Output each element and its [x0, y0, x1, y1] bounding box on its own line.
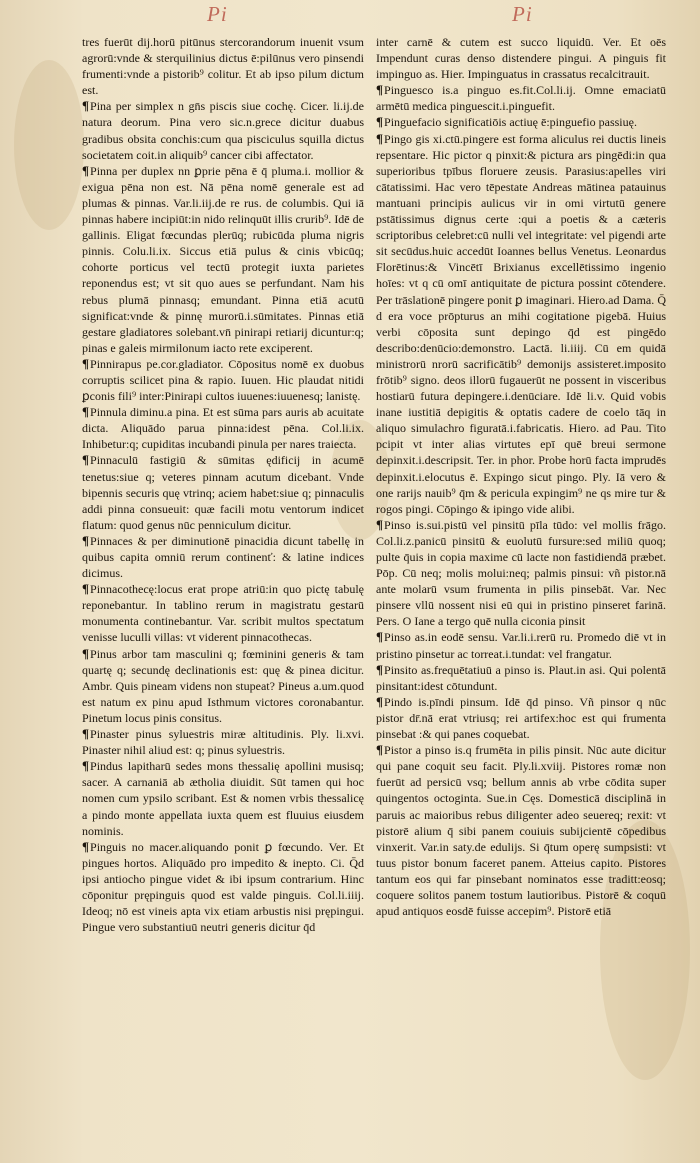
pilcrow-mark: ¶	[82, 355, 90, 371]
entry-paragraph: tres fuerūt dij.horū pitūnus stercorandorum inuenit vsum agrorū:vnde & sterquilinius dictus ē:pilūnus vero pinsendi frumenti:vnde a pistorib⁹ colitur. Et ab ipso pilum dictum est.	[82, 35, 364, 98]
pilcrow-mark: ¶	[376, 130, 384, 146]
entry-paragraph: ¶Pindus lapitharū sedes mons thessalię apollini musisq; sacer. A carnaniā ab ætholia diuidit. Sūt tamen qui hoc nomen cum ypsilo scribant. Est & nomen vrbis thessalicę a pindo monte appellata iuxta quem est fluuius eiusdem nominis.	[82, 758, 364, 838]
entry-paragraph: ¶Pinguefacio significatiōis actiuę ē:pinguefio passiuę.	[376, 114, 637, 130]
pilcrow-mark: ¶	[82, 581, 90, 597]
pilcrow-mark: ¶	[376, 516, 384, 532]
entry-paragraph: ¶Pingo gis xi.ctū.pingere est forma aliculus rei ductis lineis repsentare. Hic pictor q pinxit:& pictura ars pingēdi:in qua superioribus tpībus floruere zeusis. Parasius:apelles viri cātatissimi. Hac vero tēpestate Andreas mātinea patauinus mantuani principis aulicus vir in omi virtutū genere pstātissimus dignus certe :qui a poetis & a cæteris scriptoribus celebret:cū nulli vel integritate: vel pigendi arte sit secūdus.huic accedūt Ioannes bellus Venetus. Leonardus Florētinus:& Vincētī Brixianus excellētissimo ingenio hoīes: vt q cū omī antiquitate de pictura possint cōtendere. Per trāslationē pingere ponit ꝑ imaginari. Hiero.ad Dama. Q̄ d era voce prōpturus an mihi cogitatione pigebā. Huius verbi cōposita sunt depingo q̄d est pingēdo describo:denūcio:demonstro. Lactā. li.iiij. Cū em quidā ministrorū nrorū sacrificātib⁹ demonijs assisteret.imposito frōtib⁹ signo. deos illorū fugauerūt ne possent in visceribus hostiarū futura depingere.i.denūciare. Idē li.v. Quid vobis inane iustitiā depigitis & optatis cadere de coelo tāq in aliquo simulachro figuratā.i.fabricatis. Hiero. ad Pau. Tito pcipit vt inter alias virtutes epī quē breui sermone depinxit.i.descripsit. Ter. in phor. Probe horū facta imprudēs depinxit.i.elocutus ē. Expingo sicut pingo. Ply. Iā vero & one rarijs nauib⁹ q̄m & pericula expingim⁹ ne qs mire tur & rogos pingi. Cōpingo & ipingo vide alibi.	[376, 130, 666, 516]
left-header-mark: Pi	[207, 2, 228, 26]
entry-paragraph: ¶Pinus arbor tam masculini q; fœminini generis & tam quartę q; secundę declinationis est: quę & pinea dicitur. Ambr. Quis pineam videns non stupeat? Pineus a.um.quod est natum ex pinu apud Isthmum victores coronabantur. Pinetum locus pinis consitus.	[82, 645, 364, 725]
left-column	[82, 34, 364, 1114]
pilcrow-mark: ¶	[376, 629, 384, 645]
entry-paragraph: ¶Pinguesco is.a pinguo es.fit.Col.li.ij. Omne emaciatū armētū medica pinguescit.i.pinguefit.	[376, 82, 666, 114]
pilcrow-mark: ¶	[376, 693, 384, 709]
pilcrow-mark: ¶	[376, 114, 384, 130]
entry-paragraph: ¶Pinnirapus pe.cor.gladiator. Cōpositus nomē ex duobus corruptis scilicet pina & rapio. Iuuen. Hic plaudat nitidi ꝑconis fili⁹ inter:Pinirapi cultos iuuenes:iuuenesq; lanistę.	[82, 355, 364, 404]
pilcrow-mark: ¶	[376, 82, 384, 98]
right-header-mark: Pi	[512, 2, 533, 26]
entry-paragraph: ¶Pinnaces & per diminutionē pinacidia dicunt tabellę in quibus capita omniū rerum continenť: & latine indices dicimus.	[82, 532, 364, 581]
entry-paragraph: ¶Pinnaculū fastigiū & sūmitas ędificij in acumē tenetus:siue q; veteres pinnam acutum dicebant. Vnde bipennis securis quę vtrinq; aciem habet:siue q; pinnaculis addi pinna consueuit: quæ facili motu ventorum indicet flatum: quod genus nūc penniculum dicitur.	[82, 452, 364, 532]
pilcrow-mark: ¶	[82, 726, 90, 742]
entry-paragraph: ¶Pinso as.in eodē sensu. Var.li.i.rerū ru. Promedo diē vt in pristino pinsetur ac torreat.i.tundat: vel frangatur.	[376, 629, 666, 661]
pilcrow-mark: ¶	[82, 452, 90, 468]
entry-paragraph: ¶Pistor a pinso is.q frumēta in pilis pinsit. Nūc aute dicitur qui pane coquit seu facit. Ply.li.xviij. Pistores romæ non fuerūt ad persicū vsq; bellum annis ab vrbe cōdita super quingentos octoginta. Sue.in Cęs. Domesticā disciplinā in paruis ac maioribus rebus diligenter adeo seuereq; rexit: vt pistorē alium q̄ sibi panem couiuis subijcientē cōpedibus vinxerit. Var.in saty.de edulijs. Si q̄tum operę sumpsisti: vt tuus pistor bonum faceret panem. Atteius capito. Pistores tantum eos qui far pinsebant nominatos esse traditt:eosq; coquere solitos panem tostum lautioribus. Pistorē & coquū apud antiquos eosdē fuisse accepim⁹. Pistorē etiā	[376, 742, 666, 919]
pilcrow-mark: ¶	[376, 742, 384, 758]
pilcrow-mark: ¶	[82, 98, 90, 114]
paper-stain	[14, 60, 84, 230]
entry-paragraph: ¶Pinna per duplex nn ꝑprie pēna ē q̄ pluma.i. mollior & exigua pēna non est. Nā pēna nomē generale est ad plumas & pinnas. Var.li.iij.de re rus. de columbis. Qui iā pinnas habere incipiūt:in nido relinquūt illis crurib⁹. Idē de gallinis. Eligat fœcundas plerūq; rubicūda pluma nigris pinnis. Colu.li.ix. Siccus etiā pulus & cinis vbicūq; cohorte porticus vel tectū protegit iuxta parietes reponendus est; vt sit quo aues se perfundant. Nam his rebus plumā pinnasq; emundant. Pinna etiā acutū significat:vnde & pinnę murorū.i.sūmitates. Pinnas etiā gestare gladiatores solebant.vn̄ pinirapi retiarij dicuntur:q; pinas e galeis mirmilonum iacto rete exciperent.	[82, 162, 364, 355]
entry-paragraph: ¶Pindo is.pīndi pinsum. Idē q̄d pinso. Vñ pinsor q nūc pistor dr̄.nā erat vtriusq; rei artifex:hoc est qui frumenta pinsebat :& qui panes coquebat.	[376, 693, 666, 742]
pilcrow-mark: ¶	[82, 645, 90, 661]
pilcrow-mark: ¶	[82, 404, 90, 420]
entry-paragraph: ¶Pinnula diminu.a pina. Et est sūma pars auris ab acuitate dicta. Aliquādo parua pinna:idest pēna. Col.li.ix. Inhibetur:q; cupiditas incubandi pinula per nares traiecta.	[82, 404, 364, 452]
pilcrow-mark: ¶	[82, 162, 90, 178]
entry-paragraph: ¶Pinso is.sui.pistū vel pinsitū pīla tūdo: vel mollis frāgo. Col.li.z.panicū pinsitū & euolutū fursure:sed miliū quoq; pulte q̄uis in copia maxime cū lacte non fastidiendā præbet. Pōp. Cū neq; molis molui:neq; palmis pinsui: vñ pistor.nā ante molarū vsum frumenta in pilis pinsebāt. Var. Nec pinsere vllū nossent nisi eū qui in pristino pinseret farinā. Pers. O Iane a tergo quē nulla ciconia pinsit	[376, 516, 666, 629]
entry-paragraph: inter carnē & cutem est succo liquidū. Ver. Et oēs Impendunt curas denso distendere pingui. A pinguis fit impinguo as. Hier. Impinguatus in crassatus recalcitrauit.	[376, 35, 666, 82]
pilcrow-mark: ¶	[82, 838, 90, 854]
pilcrow-mark: ¶	[82, 758, 90, 774]
right-column	[376, 34, 666, 1114]
entry-paragraph: ¶Pinsito as.frequētatiuū a pinso is. Plaut.in asi. Qui polentā pinsitant:idest cōtundunt.	[376, 661, 666, 693]
entry-paragraph: ¶Pinaster pinus syluestris miræ altitudinis. Ply. li.xvi. Pinaster nihil aliud est: q; pinus syluestris.	[82, 726, 364, 758]
entry-paragraph: ¶Pina per simplex n gn̄s piscis siue cochę. Cicer. li.ij.de natura deorum. Pina vero sic.n.grece dicitur duabus gradibus obsita conchis:cum qua pisciculus squilla dictus societatem coit.in aliquib⁹ cancer cibi affectator.	[82, 98, 364, 162]
pilcrow-mark: ¶	[376, 661, 384, 677]
pilcrow-mark: ¶	[82, 532, 90, 548]
entry-paragraph: ¶Pinguis no macer.aliquando ponit ꝑ fœcundo. Ver. Et pingues hortos. Aliquādo pro impedito & inepto. Ci. Q̄d ipsi antiocho pingue videt & ibi ipsum contrarium. Hinc cōponitur prępinguis quod est valde pinguis. Col.li.iiij. Ideoq; nō est vineis apta vix etiam arbustis nisi prępingui. Pingue vero substantiuū neutri generis dicitur q̄d	[82, 838, 364, 935]
entry-paragraph: ¶Pinnacothecę:locus erat prope atriū:in quo pictę tabulę reponebantur. In tablino rerum in magistratu gestarū monumenta continebantur. Var. scribit multos spectatum venisse luculli villas: vt viderent pinnacothecas.	[82, 581, 364, 645]
